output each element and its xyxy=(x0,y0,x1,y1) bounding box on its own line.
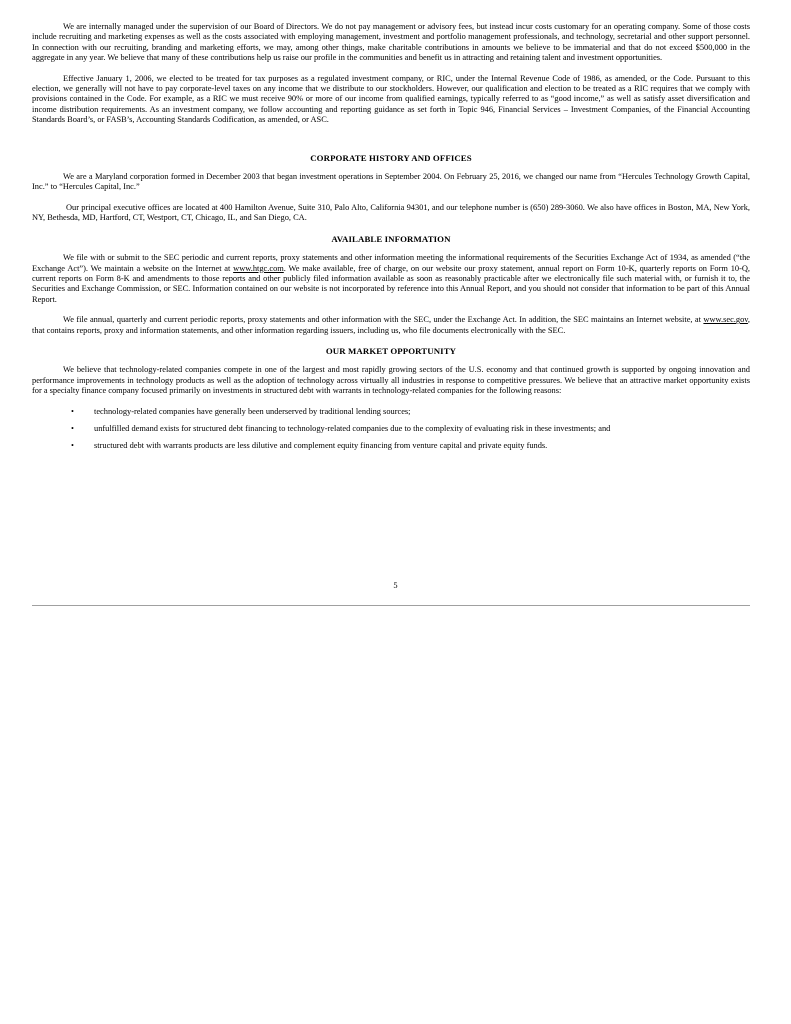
list-item xyxy=(32,424,750,434)
list-item-text: unfulfilled demand exists for structured debt financing to technology-related companies due to the complexity of evaluating risk in these investments; and xyxy=(94,423,611,433)
market-opportunity-heading: OUR MARKET OPPORTUNITY xyxy=(325,345,457,356)
list-item-text: structured debt with warrants products are less dilutive and complement equity financing from venture capital and private equity funds. xyxy=(94,441,548,451)
corporate-history-paragraph: We are a Maryland corporation formed in December 2003 that began investment operations in September 2004. On February 25, 2016, we changed our name from “Hercules Technology Growth Capital, Inc.” to “Hercules Capital, Inc.” xyxy=(32,172,750,192)
market-opportunity-paragraph: We believe that technology-related companies compete in one of the largest and most rapidly growing sectors of the U.S. economy and that continued growth is supported by ongoing innovation and performance improvements in technology products as well as the adoption of technology across virtually all industries in response to competitive pressures. We believe that an attractive market opportunity exists for a specialty finance company focused primarily on investments in structured debt with warrants in technology-related companies for the following reasons: xyxy=(32,365,750,396)
available-info-text-before-link: We file with or submit to the SEC periodic and current reports, proxy statements and other information meeting the informational requirements of the Securities Exchange Act of 1934, as amended (“the Exchange Act”). We maintain a website on the Internet at xyxy=(32,253,750,273)
bullet-glyph: • xyxy=(71,441,74,451)
intro-paragraph-ric-election: Effective January 1, 2006, we elected to be treated for tax purposes as a regulated investment company, or RIC, under the Internal Revenue Code of 1986, as amended, or the Code. Pursuant to this election, we generally will not have to pay corporate-level taxes on any income that we distribute to our stockholders. However, our qualification and election to be treated as a RIC requires that we comply with provisions contained in the Code. For example, as a RIC we must receive 90% or more of our income from qualified earnings, typically referred to as “good income,” as well as satisfy asset diversification and income distribution requirements. As an investment company, we follow accounting and reporting guidance as set forth in Topic 946, Financial Services – Investment Companies, of the Financial Accounting Standards Board’s, or FASB’s, Accounting Standards Codification, as amended, or ASC. xyxy=(32,73,750,125)
list-item xyxy=(32,407,750,417)
corporate-history-heading: CORPORATE HISTORY AND OFFICES xyxy=(310,152,472,163)
available-information-paragraph-sec xyxy=(32,315,750,336)
page-divider xyxy=(32,605,750,606)
document-page xyxy=(32,22,750,459)
list-item-text: technology-related companies have generally been underserved by traditional lending sources; xyxy=(94,406,411,416)
offices-paragraph: Our principal executive offices are located at 400 Hamilton Avenue, Suite 310, Palo Alto, California 94301, and our telephone number is (650) 289-3060. We also have offices in Boston, MA, New York, NY, Bethesda, MD, Hartford, CT, Westport, CT, Chicago, IL, and San Diego, CA. xyxy=(32,202,750,223)
htgc-website-link[interactable]: www.htgc.com xyxy=(233,263,284,273)
available-information-paragraph-website xyxy=(32,253,750,305)
page-number: 5 xyxy=(393,581,398,590)
list-item xyxy=(32,441,750,451)
sec-website-link[interactable]: www.sec.gov xyxy=(703,315,748,325)
intro-paragraph-management: We are internally managed under the supervision of our Board of Directors. We do not pay management or advisory fees, but instead incur costs customary for an operating company. Some of those costs include recruiting and marketing expenses as well as the costs associated with employing management, investment and portfolio management professionals, and technology, secretarial and other support personnel. In connection with our recruiting, branding and marketing efforts, we may, among other things, make charitable contributions in amounts we believe to be immaterial and that do not exceed $500,000 in the aggregate in any year. We believe that many of these contributions help us raise our profile in the communities and benefit us in attracting and retaining talent and investment opportunities. xyxy=(32,22,750,63)
sec-text-after-link: , that contains reports, proxy and information statements, and other information regarding issuers, including us, who file documents electronically with the SEC. xyxy=(32,315,750,335)
bullet-glyph: • xyxy=(71,423,74,433)
bullet-glyph: • xyxy=(71,406,74,416)
sec-text-before-link: We file annual, quarterly and current periodic reports, proxy statements and other information with the SEC, under the Exchange Act. In addition, the SEC maintains an Internet website, at xyxy=(63,315,704,325)
available-information-heading: AVAILABLE INFORMATION xyxy=(331,233,451,244)
market-opportunity-reasons-list xyxy=(32,407,750,452)
available-info-text-after-link: . We make available, free of charge, on our website our proxy statement, annual report on Form 10-K, quarterly reports on Form 10-Q, current reports on Form 8-K and amendments to those reports and other publicly filed information available as soon as reasonably practicable after we electronically file such material with, or furnish it to, the Securities and Exchange Commission, or SEC. Information contained on our website is not incorporated by reference into this Annual Report, and you should not consider that information to be part of this Annual Report. xyxy=(32,263,750,304)
